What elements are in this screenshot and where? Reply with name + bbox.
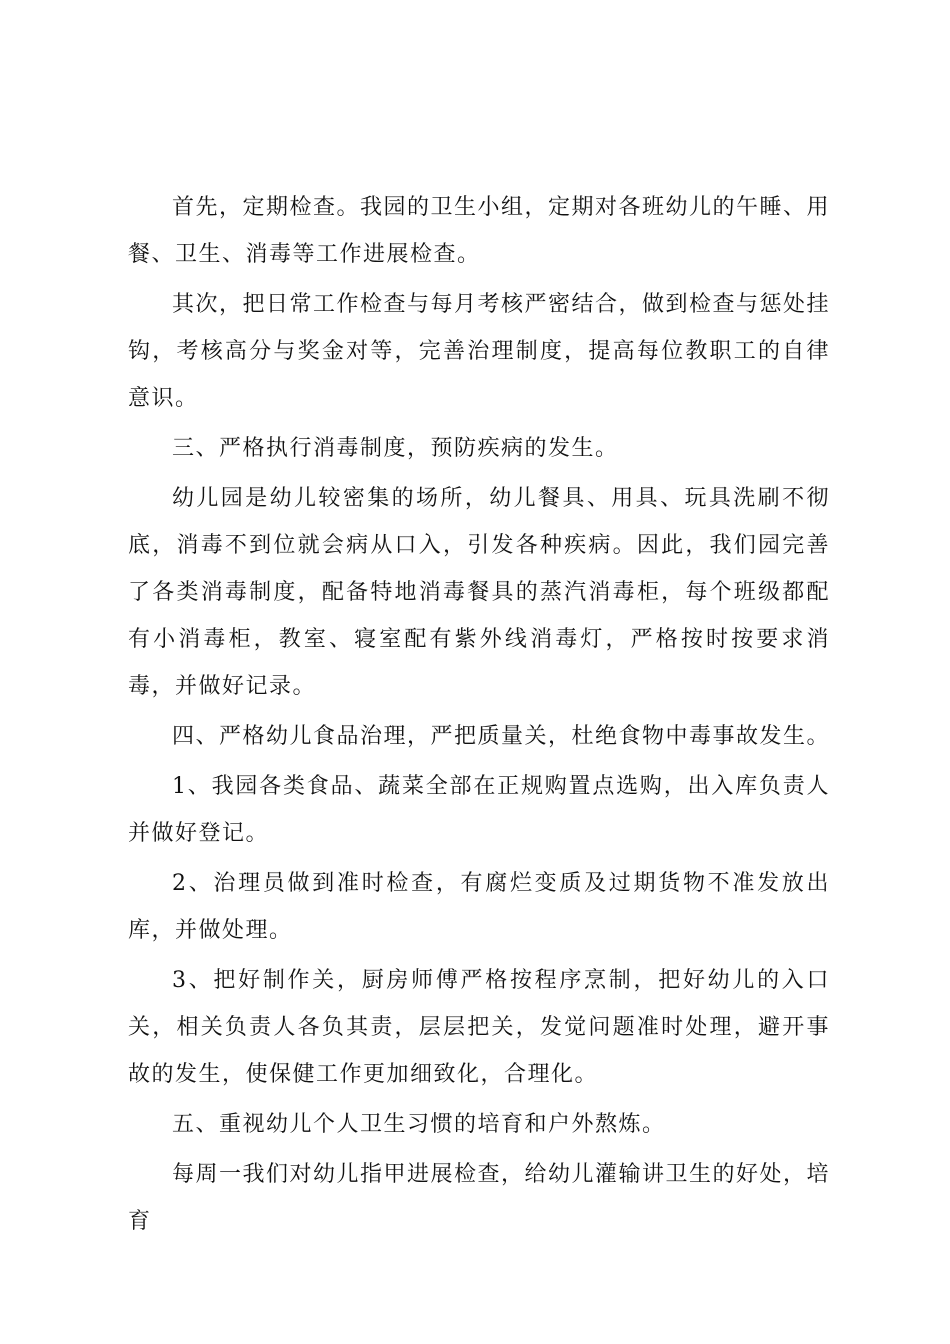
section-heading-hygiene-habits: 五、重视幼儿个人卫生习惯的培育和户外熬炼。 (172, 1112, 666, 1137)
paragraph-nail-check: 每周一我们对幼儿指甲进展检查，给幼儿灌输讲卫生的好处，培育 (128, 1162, 831, 1234)
paragraph-monthly-assessment: 其次，把日常工作检查与每月考核严密结合，做到检查与惩处挂钩，考核高分与奖金对等，完善治理制度，提高每位教职工的自律意识。 (128, 292, 831, 411)
list-item-cooking: 3、把好制作关，厨房师傅严格按程序烹制，把好幼儿的入口关，相关负责人各负其责，层层把关，发觉问题准时处理，避开事故的发生，使保健工作更加细致化，合理化。 (128, 968, 830, 1087)
list-item-food-purchase: 1、我园各类食品、蔬菜全部在正规购置点选购，出入库负责人并做好登记。 (128, 774, 830, 846)
paragraph-disinfection-system: 幼儿园是幼儿较密集的场所，幼儿餐具、用具、玩具洗刷不彻底，消毒不到位就会病从口入，引发各种疾病。因此，我们园完善了各类消毒制度，配备特地消毒餐具的蒸汽消毒柜，每个班级都配有小消毒柜，教室、寝室配有紫外线消毒灯，严格按时按要求消毒，并做好记录。 (128, 486, 830, 699)
section-heading-disinfection: 三、严格执行消毒制度，预防疾病的发生。 (172, 436, 619, 461)
document-page (128, 184, 830, 1248)
paragraph-regular-inspection: 首先，定期检查。我园的卫生小组，定期对各班幼儿的午睡、用餐、卫生、消毒等工作进展检查。 (128, 195, 831, 267)
section-heading-food-management: 四、严格幼儿食品治理，严把质量关，杜绝食物中毒事故发生。 (172, 724, 831, 749)
list-item-inspection: 2、治理员做到准时检查，有腐烂变质及过期货物不准发放出库，并做处理。 (128, 871, 830, 943)
